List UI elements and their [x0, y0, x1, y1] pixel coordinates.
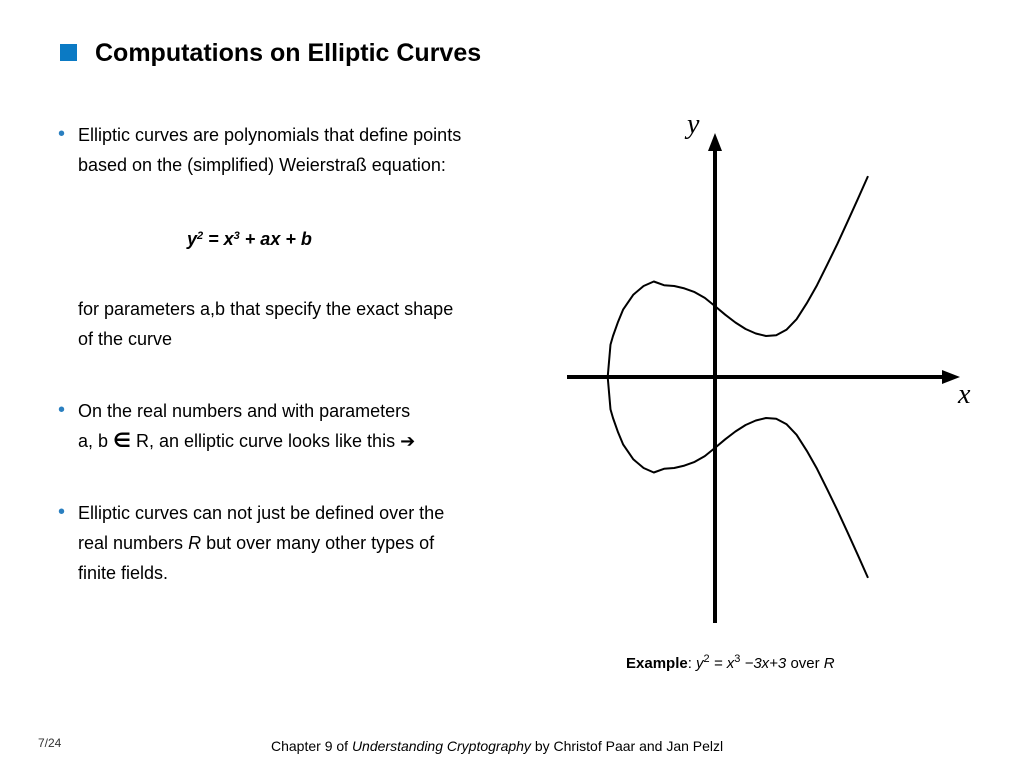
- bullet-2-line-1: On the real numbers and with parameters: [78, 401, 411, 421]
- bullet-2-ab: a, b: [78, 431, 114, 451]
- bullet-3-text: [78, 498, 518, 588]
- bullet-3-line-3: finite fields.: [78, 563, 169, 583]
- bullet-dot-icon: •: [58, 501, 66, 523]
- eq-x: = x: [203, 229, 234, 249]
- y-axis-label: y: [687, 109, 700, 140]
- element-of-icon: ∈: [113, 430, 131, 452]
- bullet-3-pre: real numbers: [78, 533, 189, 553]
- caption-y: y: [696, 655, 704, 672]
- title-square-icon: [60, 44, 77, 61]
- weierstrass-equation: [187, 226, 312, 252]
- caption-x: = x: [709, 655, 735, 672]
- bullet-2-line-2: [78, 426, 518, 456]
- bullet-dot-icon: •: [58, 399, 66, 421]
- eq-x-exp: 3: [233, 230, 240, 242]
- params-line-2: of the curve: [78, 329, 173, 349]
- caption-rest: −3x+3: [740, 655, 787, 672]
- caption-sep: :: [687, 655, 697, 672]
- bullet-3-line-1: Elliptic curves can not just be defined over the: [78, 503, 445, 523]
- caption-y-exp: 2: [703, 653, 710, 665]
- curve-branch-lower: [608, 377, 868, 578]
- caption-label: Example: [626, 655, 688, 672]
- eq-y-exp: 2: [197, 230, 204, 242]
- bullet-3-post: but over many other types of: [201, 533, 435, 553]
- bullet-3-line-2: [78, 528, 518, 558]
- footer-credit: [271, 737, 723, 755]
- curve-branch-upper: [608, 176, 868, 377]
- eq-rest: + ax + b: [239, 229, 312, 249]
- footer-authors: by Christof Paar and Jan Pelzl: [530, 738, 724, 754]
- elliptic-curve-plot: [560, 105, 990, 630]
- footer-pre: Chapter 9 of: [271, 738, 352, 754]
- right-arrow-icon: ➔: [400, 431, 416, 451]
- bullet-2-rest: R, an elliptic curve looks like this: [130, 431, 401, 451]
- bullet-1-line-1: Elliptic curves are polynomials that define points: [78, 125, 462, 145]
- slide-title: Computations on Elliptic Curves: [95, 39, 482, 67]
- params-text: [78, 294, 518, 354]
- page-number: 7/24: [38, 736, 62, 750]
- x-axis-label: x: [958, 379, 971, 410]
- bullet-1-line-2: based on the (simplified) Weierstraß equation:: [78, 155, 446, 175]
- bullet-2-text: [78, 396, 518, 456]
- caption-x-exp: 3: [734, 653, 741, 665]
- caption-R: R: [823, 655, 835, 672]
- y-axis-arrowhead: [708, 133, 722, 151]
- footer-book-title: Understanding Cryptography: [351, 738, 531, 754]
- eq-y: y: [187, 229, 198, 249]
- bullet-1-text: [78, 120, 518, 180]
- example-caption: [626, 654, 835, 674]
- bullet-dot-icon: •: [58, 123, 66, 145]
- caption-over: over: [786, 655, 824, 672]
- params-line-1: for parameters a,b that specify the exact shape: [78, 299, 454, 319]
- bullet-3-R: R: [188, 533, 202, 553]
